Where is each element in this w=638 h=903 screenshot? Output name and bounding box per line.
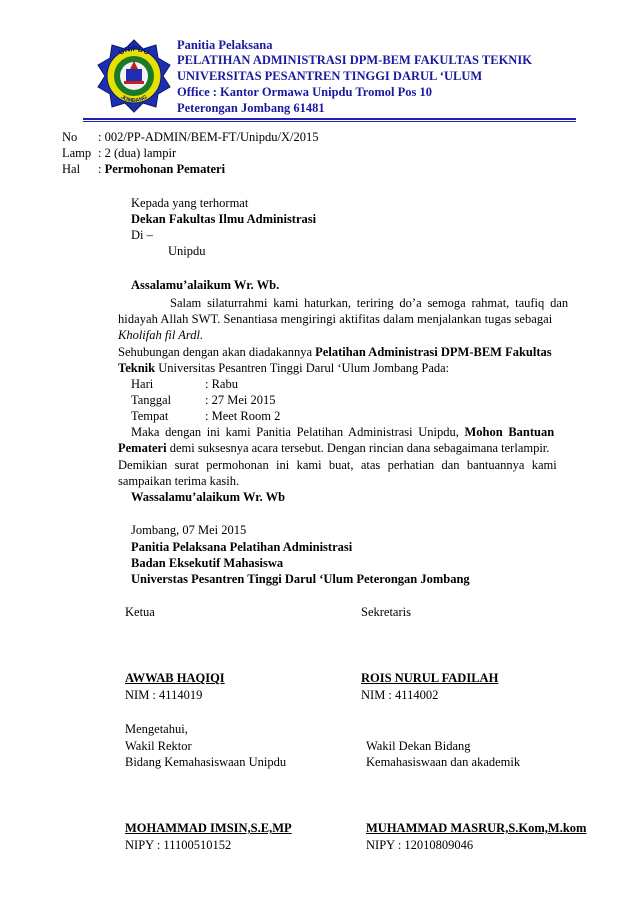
sender-org-line-3: Universtas Pesantren Tinggi Darul ‘Ulum Peterongan Jombang bbox=[131, 572, 470, 586]
meta-hal-label: Hal bbox=[62, 162, 81, 176]
salam-closing: Wassalamu’alaikum Wr. Wb bbox=[131, 490, 286, 504]
wakil-dekan-title-1: Wakil Dekan Bidang bbox=[366, 739, 471, 753]
wakil-rektor-title-1: Wakil Rektor bbox=[125, 739, 192, 753]
event-place-label: Tempat bbox=[131, 409, 169, 423]
recipient-place: Unipdu bbox=[168, 244, 206, 258]
wakil-dekan-name: MUHAMMAD MASRUR,S.Kom,M.kom bbox=[366, 821, 587, 835]
header-line-4: Office : Kantor Ormawa Unipdu Tromol Pos 10 bbox=[177, 85, 432, 99]
event-place-value: : Meet Room 2 bbox=[205, 409, 281, 423]
header-line-2: PELATIHAN ADMINISTRASI DPM-BEM FAKULTAS TEKNIK bbox=[177, 53, 532, 67]
wakil-dekan-title-2: Kemahasiswaan dan akademik bbox=[366, 755, 521, 769]
meta-hal-value: Permohonan Pemateri bbox=[104, 162, 226, 176]
meta-lamp-label: Lamp bbox=[62, 146, 92, 160]
paragraph-1-line-3: Kholifah fil Ardl. bbox=[118, 328, 204, 342]
meta-hal-colon: : bbox=[98, 162, 105, 176]
header-divider-thin bbox=[83, 121, 576, 122]
event-day-label: Hari bbox=[131, 377, 154, 391]
logo-text-top: UNIPDU bbox=[117, 43, 151, 57]
meta-no-label: No bbox=[62, 130, 78, 144]
unipdu-seal-icon bbox=[97, 39, 171, 113]
mengetahui-label: Mengetahui, bbox=[125, 722, 188, 736]
paragraph-3-line-2 bbox=[118, 441, 549, 456]
letter-date: Jombang, 07 Mei 2015 bbox=[131, 523, 247, 537]
p3-text-b: Mohon Bantuan bbox=[464, 425, 555, 439]
meta-no-value: : 002/PP-ADMIN/BEM-FT/Unipdu/X/2015 bbox=[98, 130, 319, 144]
sekretaris-name: ROIS NURUL FADILAH bbox=[361, 671, 499, 685]
wakil-rektor-nipy: NIPY : 11100510152 bbox=[125, 838, 232, 852]
p3-text-a: Maka dengan ini kami Panitia Pelatihan Administrasi Unipdu, bbox=[131, 425, 465, 439]
sekretaris-title: Sekretaris bbox=[361, 605, 411, 619]
paragraph-4-line-1 bbox=[118, 458, 580, 473]
ketua-name: AWWAB HAQIQI bbox=[125, 671, 225, 685]
p1-line2-text: hidayah Allah SWT. Senantiasa mengiringi aktifitas dalam menjalankan tugas sebagai bbox=[118, 312, 553, 326]
sender-org-line-1: Panitia Pelaksana Pelatihan Administrasi bbox=[131, 540, 353, 554]
header-line-3: UNIVERSITAS PESANTREN TINGGI DARUL ‘ULUM bbox=[177, 69, 483, 83]
ketua-title: Ketua bbox=[125, 605, 155, 619]
wakil-rektor-name: MOHAMMAD IMSIN,S.E,MP bbox=[125, 821, 292, 835]
header-divider bbox=[83, 118, 576, 120]
p3-text-c: Pemateri bbox=[118, 441, 167, 455]
paragraph-2-line-2 bbox=[118, 361, 449, 376]
wakil-dekan-nipy: NIPY : 12010809046 bbox=[366, 838, 474, 852]
university-logo bbox=[97, 39, 171, 113]
p4-line1-text: Demikian surat permohonan ini kami buat, atas perhatian dan bantuannya kami bbox=[118, 458, 557, 472]
recipient-greeting: Kepada yang terhormat bbox=[131, 196, 249, 210]
sender-org-line-2: Badan Eksekutif Mahasiswa bbox=[131, 556, 284, 570]
recipient-di: Di – bbox=[131, 228, 153, 242]
event-date-label: Tanggal bbox=[131, 393, 172, 407]
meta-hal bbox=[98, 162, 225, 177]
paragraph-4-line-2: sampaikan terima kasih. bbox=[118, 474, 240, 488]
paragraph-1-line-1 bbox=[170, 296, 578, 311]
p2-text-b: Pelatihan Administrasi DPM-BEM Fakultas bbox=[315, 345, 552, 359]
event-day-value: : Rabu bbox=[205, 377, 238, 391]
paragraph-3-line-1 bbox=[131, 425, 580, 440]
p2-text-c: Teknik bbox=[118, 361, 156, 375]
paragraph-1-line-2 bbox=[118, 312, 578, 327]
header-line-5: Peterongan Jombang 61481 bbox=[177, 101, 325, 115]
paragraph-2-line-1 bbox=[118, 345, 580, 360]
logo-text-bottom: JOMBANG bbox=[119, 94, 149, 105]
p1-line1-text: Salam silaturrahmi kami haturkan, teriring do’a semoga rahmat, taufiq dan bbox=[170, 296, 569, 310]
event-date-value: : 27 Mei 2015 bbox=[205, 393, 276, 407]
ketua-nim: NIM : 4114019 bbox=[125, 688, 203, 702]
sekretaris-nim: NIM : 4114002 bbox=[361, 688, 439, 702]
p2-text-a: Sehubungan dengan akan diadakannya bbox=[118, 345, 316, 359]
header-line-1: Panitia Pelaksana bbox=[177, 38, 273, 52]
p2-text-d: Universitas Pesantren Tinggi Darul ‘Ulum Jombang Pada: bbox=[155, 361, 450, 375]
meta-lamp-value: : 2 (dua) lampir bbox=[98, 146, 177, 160]
wakil-rektor-title-2: Bidang Kemahasiswaan Unipdu bbox=[125, 755, 287, 769]
salam-opening: Assalamu’alaikum Wr. Wb. bbox=[131, 278, 280, 292]
recipient-name: Dekan Fakultas Ilmu Administrasi bbox=[131, 212, 317, 226]
p3-text-d: demi suksesnya acara tersebut. Dengan rincian dana sebagaimana terlampir. bbox=[166, 441, 550, 455]
